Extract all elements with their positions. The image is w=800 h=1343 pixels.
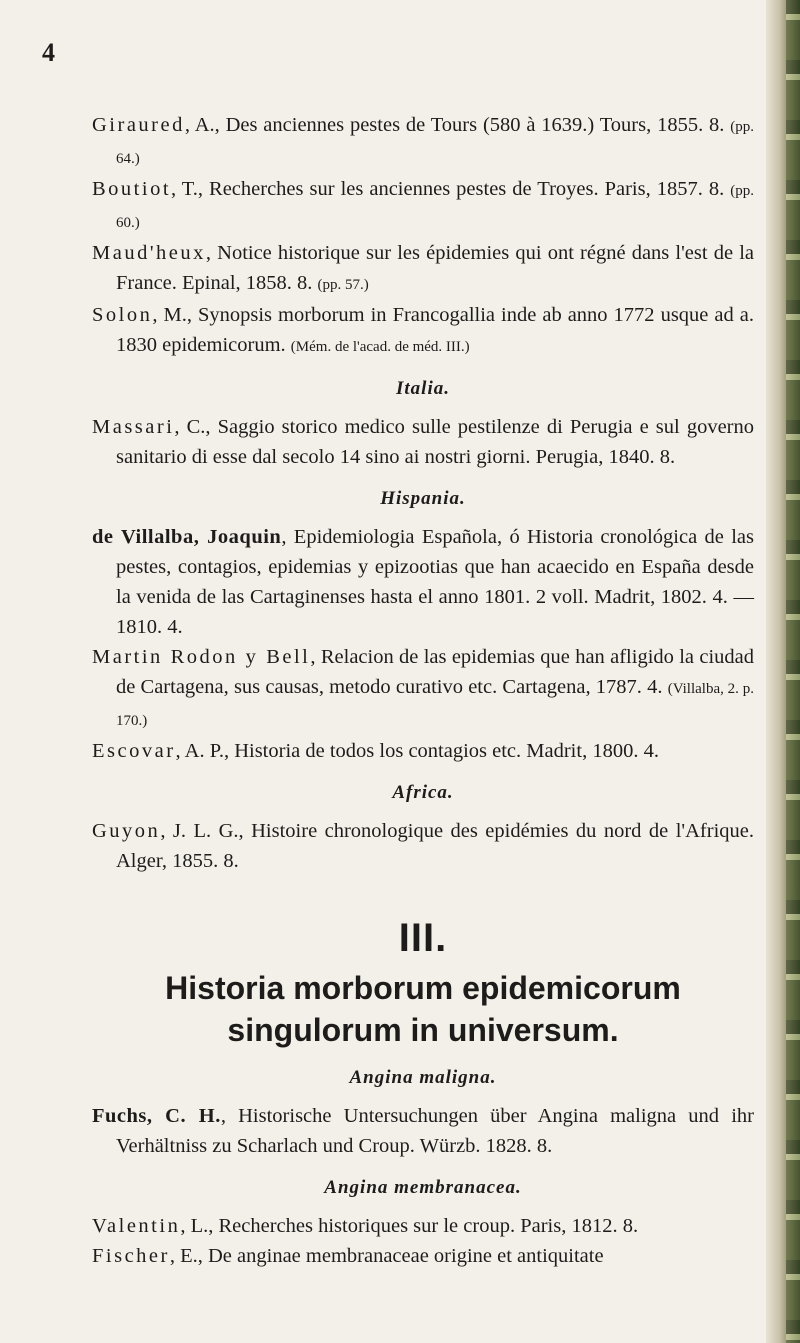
bibliography-entry <box>92 300 754 362</box>
entry-text: , Relacion de las epidemias que han afligido la ciudad de Cartagena, sus causas, metodo curativo etc. Cartagena, 1787. 4. <box>116 646 754 698</box>
book-spine-edge <box>766 0 800 1343</box>
entry-author: Giraured <box>92 114 185 136</box>
entry-author: Valentin <box>92 1215 181 1237</box>
entries-italia <box>92 412 754 472</box>
page-content <box>92 110 754 1271</box>
bibliography-entry <box>92 412 754 472</box>
entry-author: Fuchs, C. H. <box>92 1105 221 1127</box>
entry-author: Solon <box>92 304 153 326</box>
entry-author: Maud'heux <box>92 242 206 264</box>
bibliography-entry <box>92 522 754 642</box>
entry-author: Martin Rodon y Bell <box>92 646 311 668</box>
section-heading-angina-maligna: Angina maligna. <box>349 1067 497 1088</box>
entry-note: (Mém. de l'acad. de méd. III.) <box>290 339 470 355</box>
entry-author: Fischer <box>92 1245 170 1267</box>
bibliography-entry <box>92 816 754 876</box>
page-number: 4 <box>42 38 55 67</box>
chapter-title: Historia morborum epidemicorum singulorum in universum. <box>165 970 681 1048</box>
entry-note: (pp. 60.) <box>116 183 754 231</box>
chapter-number: III. <box>398 916 448 960</box>
spine-texture <box>786 0 800 1343</box>
bibliography-entry <box>92 1211 754 1241</box>
entries-angina-membranacea <box>92 1211 754 1271</box>
entry-author: Massari <box>92 416 175 438</box>
entries-angina-maligna <box>92 1101 754 1161</box>
entry-text: , E., De anginae membranaceae origine et antiquitate <box>169 1245 604 1267</box>
entry-author: Escovar <box>92 740 176 762</box>
entries-france <box>92 110 754 362</box>
entry-author: Guyon <box>92 820 161 842</box>
bibliography-entry <box>92 1241 754 1271</box>
entries-hispania <box>92 522 754 766</box>
entry-text: , A. P., Historia de todos los contagios etc. Madrit, 1800. 4. <box>175 740 659 762</box>
bibliography-entry <box>92 238 754 300</box>
section-heading-hispania: Hispania. <box>380 488 466 509</box>
bibliography-entry <box>92 736 754 766</box>
bibliography-entry <box>92 174 754 238</box>
bibliography-entry <box>92 1101 754 1161</box>
entry-text: , Historische Untersuchungen über Angina maligna und ihr Verhältniss zu Scharlach und Croup. Würzb. 1828. 8. <box>116 1105 754 1157</box>
section-heading-angina-membranacea: Angina membranacea. <box>324 1177 522 1198</box>
entry-text: , Notice historique sur les épidemies qui ont régné dans l'est de la France. Epinal, 1858. 8. <box>116 242 754 294</box>
entry-note: (pp. 64.) <box>116 119 754 167</box>
entry-text: , A., Des anciennes pestes de Tours (580 à 1639.) Tours, 1855. 8. <box>184 114 731 136</box>
entry-text: , T., Recherches sur les anciennes pestes de Troyes. Paris, 1857. 8. <box>171 178 731 200</box>
entry-text: , L., Recherches historiques sur le croup. Paris, 1812. 8. <box>180 1215 639 1237</box>
bibliography-entry <box>92 110 754 174</box>
entry-note: (pp. 57.) <box>317 277 369 293</box>
entry-text: , C., Saggio storico medico sulle pestilenze di Perugia e sul governo sanitario di esse dal secolo 14 sino ai nostri giorni. Perugia, 1840. 8. <box>116 416 754 468</box>
entry-text: , J. L. G., Histoire chronologique des epidémies du nord de l'Afrique. Alger, 1855. 8. <box>116 820 754 872</box>
section-heading-italia: Italia. <box>396 378 450 399</box>
entry-note: (Villalba, 2. p. 170.) <box>116 681 754 729</box>
entry-author: de Villalba, Joaquin <box>92 526 282 548</box>
bibliography-entry <box>92 642 754 736</box>
entry-text: , Epidemiologia Española, ó Historia cronológica de las pestes, contagios, epidemias y epizootias que han acaecido en España desde la venida de las Cartaginenses hasta el anno 1801. 2 voll. Madrit, 1802. 4. — 1810. 4. <box>116 526 754 638</box>
entry-text: , M., Synopsis morborum in Francogallia inde ab anno 1772 usque ad a. 1830 epidemicorum. <box>116 304 754 356</box>
entries-africa <box>92 816 754 876</box>
entry-author: Boutiot <box>92 178 172 200</box>
section-heading-africa: Africa. <box>392 782 454 803</box>
